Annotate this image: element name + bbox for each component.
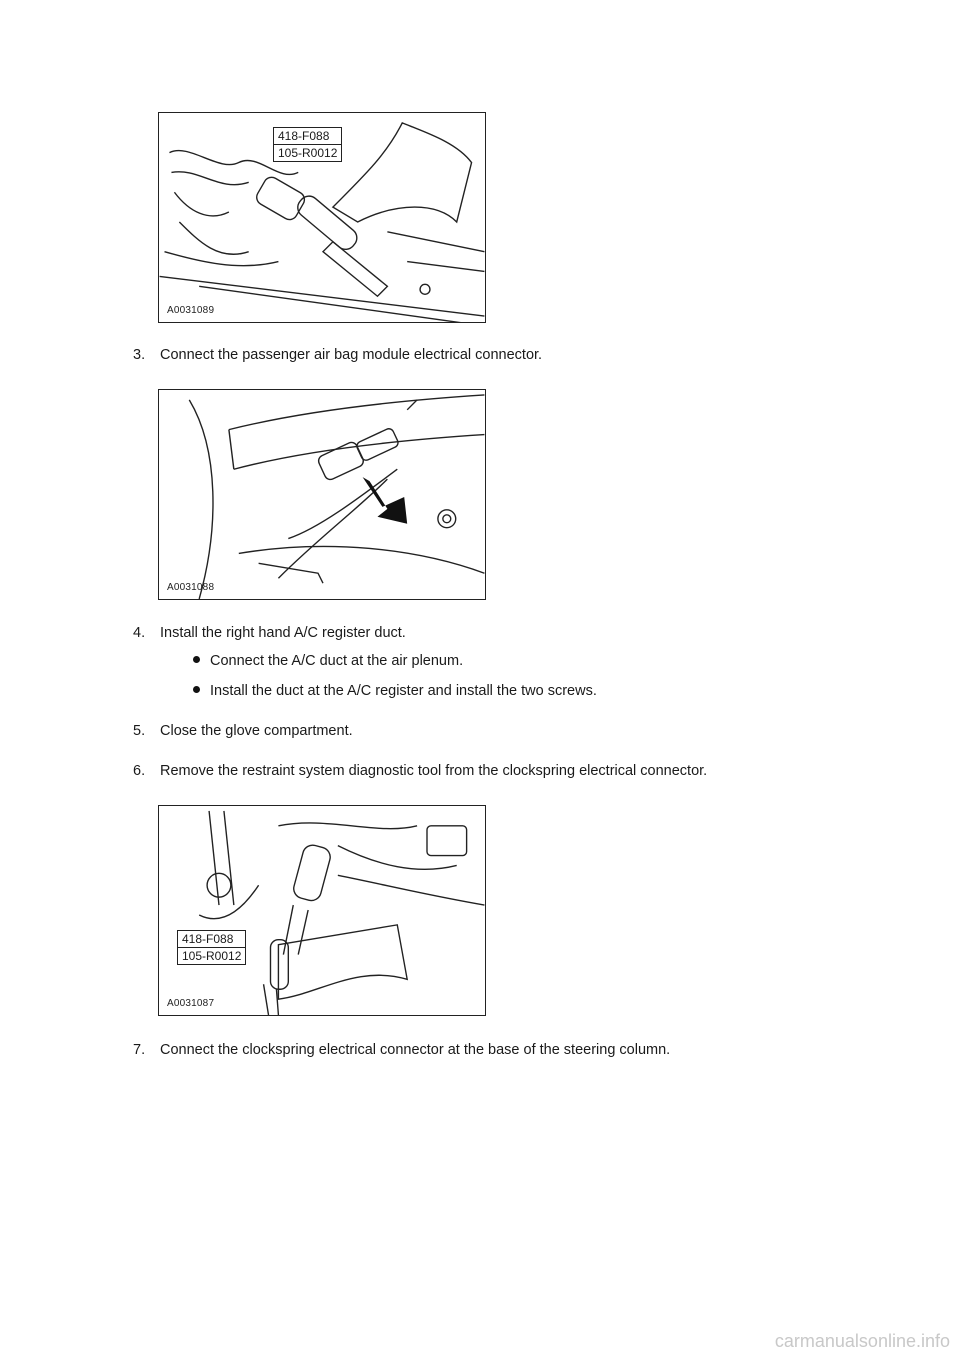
step-number: 4. [133,625,146,641]
step-text: Remove the restraint system diagnostic tool from the clockspring electrical connector. [160,763,708,779]
step-text: Connect the clockspring electrical connector at the base of the steering column. [160,1042,671,1058]
tool-label-secondary: 105-R0012 [274,144,341,161]
step-text: Connect the passenger air bag module electrical connector. [160,347,543,363]
bullet-item [193,652,463,670]
step-text: Install the right hand A/C register duct. [160,625,406,641]
figure-a0031088 [158,389,486,600]
tool-label-primary: 418-F088 [182,932,234,946]
step-number: 6. [133,763,146,779]
figure-a0031087 [158,805,486,1016]
figure-caption: A0031088 [167,582,215,593]
step-number: 7. [133,1042,146,1058]
step-number: 3. [133,347,146,363]
step-6 [133,762,707,780]
tool-number-box [273,127,342,162]
tool-label-primary: 418-F088 [278,129,330,143]
clockspring-tool-illustration [159,806,485,1015]
step-7 [133,1041,670,1059]
figure-caption: A0031087 [167,998,215,1009]
step-5 [133,722,353,740]
bullet-text: Connect the A/C duct at the air plenum. [210,653,464,669]
figure-a0031089 [158,112,486,323]
bullet-dot [193,656,200,663]
bullet-item [193,682,597,700]
airbag-connector-illustration [159,390,485,599]
watermark-footer: carmanualsonline.info [774,1331,950,1351]
step-text: Close the glove compartment. [160,723,353,739]
step-number: 5. [133,723,146,739]
step-3 [133,346,542,364]
bullet-dot [193,686,200,693]
tool-label-secondary: 105-R0012 [178,947,245,964]
step-4 [133,624,406,642]
bullet-text: Install the duct at the A/C register and install the two screws. [210,683,597,699]
tool-number-box [177,930,246,965]
figure-caption: A0031089 [167,305,215,316]
